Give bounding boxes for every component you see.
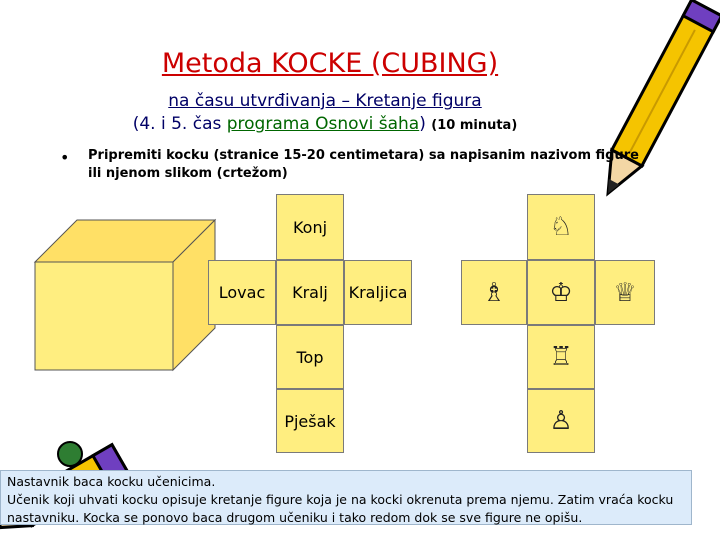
pawn-glyph: ♙ [549,406,573,436]
net-face-top: Konj [276,194,344,260]
net-face-bottom: Pješak [276,389,344,453]
rook-glyph: ♖ [549,342,573,372]
king-icon [527,260,595,325]
pawn-icon [527,389,595,453]
program-link[interactable]: programa Osnovi šaha [226,114,420,134]
bullet-marker: • [60,148,70,167]
note-line2: Učenik koji uhvati kocku opisuje kretanje figure koja je na kocki okrenuta prema njemu. Zatim vraća kocku nastavniku. Kocka se ponovo baca drugom učeniku i tako redom dok se sve figure ne opišu. [7,492,674,525]
instruction-bullet: Pripremiti kocku (stranice 15-20 centimetara) sa napisanim nazivom figure ili njenom slikom (crtežom) [88,148,639,181]
knight-glyph: ♘ [549,212,573,242]
net-face-right: Kraljica [344,260,412,325]
queen-icon [595,260,655,325]
instruction-note [0,470,692,525]
bishop-glyph: ♗ [482,277,506,308]
subtitle-suffix: ) [419,114,426,134]
subtitle-prefix: (4. i 5. čas [132,114,227,134]
page-title: Metoda KOCKE (CUBING) [161,48,499,79]
rook-icon [527,325,595,389]
net-face-center: Kralj [276,260,344,325]
page-subtitle [0,90,650,137]
net-face-below: Top [276,325,344,389]
cube-drawing [25,210,225,380]
king-glyph: ♔ [549,277,573,308]
bishop-icon [461,260,527,325]
note-line1: Nastavnik baca kocku učenicima. [7,474,216,489]
net-face-left: Lovac [208,260,276,325]
subtitle-line1: na času utvrđivanja – Kretanje figura [168,91,482,111]
queen-glyph: ♕ [613,277,637,308]
knight-icon [527,194,595,260]
duration-label: (10 minuta) [431,118,518,133]
